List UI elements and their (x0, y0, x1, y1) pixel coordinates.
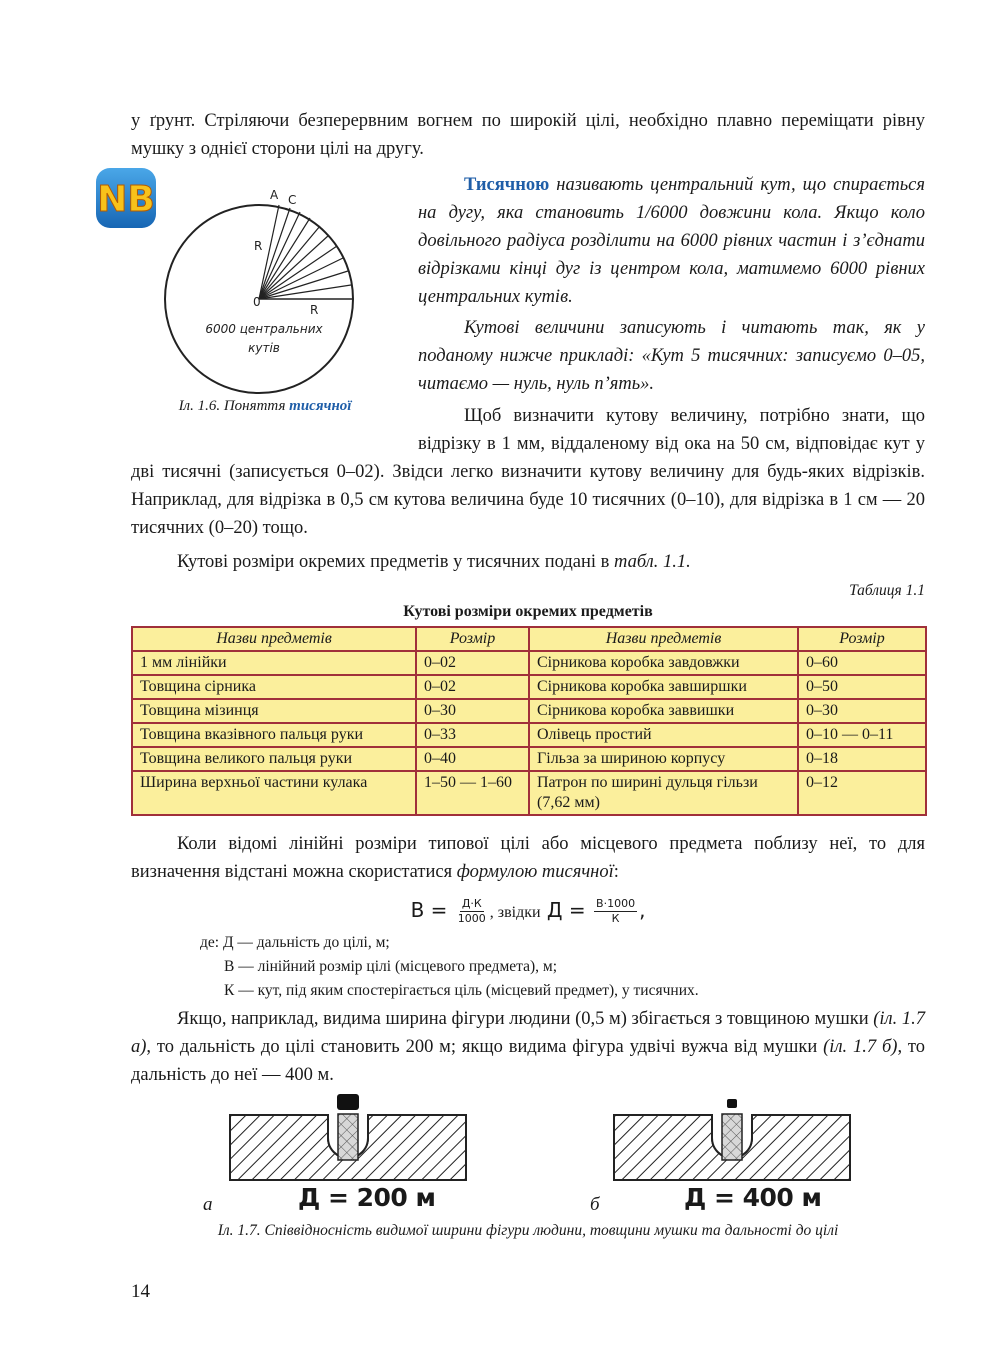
table-cell: 1–50 — 1–60 (416, 771, 529, 815)
table-label: Таблиця 1.1 (849, 582, 925, 599)
header-cell: Розмір (416, 627, 529, 651)
page-number: 14 (131, 1281, 150, 1302)
thousandth-formula: В = $\frac{Д\cdot К}{1000}$ , звідки Д = $\frac{В\cdot 1000}{К}$ , (410, 897, 646, 925)
figure-1-7-b-label: б (590, 1194, 600, 1215)
table-cell: Патрон по ширині дульця гільзи (7,62 мм) (529, 771, 798, 815)
table-cell: Товщина мізинця (132, 699, 416, 723)
table-cell: 0–33 (416, 723, 529, 747)
table-row (132, 699, 926, 723)
table-cell: 0–02 (416, 651, 529, 675)
table-cell: Товщина сірника (132, 675, 416, 699)
table-cell: 0–30 (416, 699, 529, 723)
human-figure-head-a (337, 1094, 359, 1110)
table-row (132, 651, 926, 675)
table-row (132, 771, 926, 815)
label-zero: 0 (253, 295, 261, 309)
header-cell: Розмір (798, 627, 926, 651)
table-cell: Сірникова коробка завдовжки (529, 651, 798, 675)
inner-label-line1: 6000 центральних (205, 322, 323, 336)
label-r-vertical: R (254, 239, 263, 253)
table-title: Кутові розміри окремих предметів (403, 603, 653, 620)
table-cell: Гільза за шириною корпусу (529, 747, 798, 771)
table-cell: 0–30 (798, 699, 926, 723)
table-cell: 0–50 (798, 675, 926, 699)
table-row (132, 675, 926, 699)
figure-1-6-circle (160, 186, 370, 404)
fraction-1: $\frac{Д\cdot К}{1000}$ (457, 897, 486, 925)
figure-1-7-b-distance: Д = 400 м (684, 1183, 822, 1212)
human-figure-head-b (727, 1099, 737, 1108)
formula-intro: Коли відомі лінійні розміри типової цілі або місцевого предмета поблизу неї, то для визначення відстані можна скористатися формулою тисячної: (131, 834, 925, 882)
example-paragraph: Якщо, наприклад, видима ширина фігури людини (0,5 м) збігається з товщиною мушки (іл. 1.7 а), то дальність до цілі становить 200 м; якщо видима фігура удвічі вужча від мушки (іл. 1.7 б), то дальність до неї — 400 м. (131, 1009, 926, 1085)
figure-1-7-b (612, 1090, 852, 1182)
header-cell: Назви предметів (132, 627, 416, 651)
table-cell: 0–40 (416, 747, 529, 771)
formula-def-k: К — кут, під яким спостерігається ціль (місцевий предмет), у тисячних. (224, 982, 699, 999)
fraction-2: $\frac{В\cdot 1000}{К}$ (596, 897, 636, 925)
figure-1-7-a-label: а (203, 1194, 213, 1215)
how-to-paragraph: Щоб визначити кутову величину, потрібно знати, що відрізку в 1 мм, віддаленому від ока на 50 см, відповідає кут у дві тисячні (записується 0–02). Звідси легко визначити кутову величину для будь-яких відрізків. Наприклад, для відрізка в 0,5 см кутова величина буде 10 тисячних (0–10), для відрізка в 1 см — 20 тисячних (0–20) тощо. (131, 406, 925, 538)
table-cell: Товщина великого пальця руки (132, 747, 416, 771)
top-paragraph: у ґрунт. Стріляючи безперервним вогнем по широкій цілі, необхідно плавно переміщати рівну мушку з однієї сторони цілі на другу. (131, 111, 925, 159)
inner-label-line2: кутів (248, 341, 280, 355)
publisher-logo (94, 166, 158, 230)
label-c: C (288, 193, 297, 207)
table-cell: 0–60 (798, 651, 926, 675)
figure-1-7-a-distance: Д = 200 м (298, 1183, 436, 1212)
formula-def-v: В — лінійний розмір цілі (місцевого предмета), м; (224, 958, 558, 975)
table-row (132, 747, 926, 771)
table-cell: Сірникова коробка завширшки (529, 675, 798, 699)
table-cell: Ширина верхньої частини кулака (132, 771, 416, 815)
table-intro: Кутові розміри окремих предметів у тисячних подані в табл. 1.1. (177, 552, 691, 572)
table-row (132, 723, 926, 747)
table-cell: 0–12 (798, 771, 926, 815)
figure-1-6-caption: Іл. 1.6. Поняття тисячної (178, 398, 352, 414)
label-r-horizontal: R (310, 303, 319, 317)
table-cell: Товщина вказівного пальця руки (132, 723, 416, 747)
table-1-1 (131, 626, 925, 816)
header-cell: Назви предметів (529, 627, 798, 651)
table-cell: Сірникова коробка заввишки (529, 699, 798, 723)
figure-1-7-caption: Іл. 1.7. Співвідносність видимої ширини фігури людини, товщини мушки та дальності до цілі (217, 1222, 839, 1239)
table-cell: 0–18 (798, 747, 926, 771)
label-a: A (270, 188, 279, 202)
svg-text:NB: NB (97, 179, 155, 220)
table-cell: 0–10 — 0–11 (798, 723, 926, 747)
figure-1-7-a (228, 1090, 468, 1182)
table-cell: Олівець простий (529, 723, 798, 747)
table-cell: 1 мм лінійки (132, 651, 416, 675)
angular-values-paragraph: Кутові величини записують і читають так, як у поданому нижче прикладі: «Кут 5 тисячних: записуємо 0–05, читаємо — нуль, нуль п’ять». (418, 318, 925, 394)
definition-term: Тисячною (464, 175, 550, 195)
table-header-row (132, 627, 926, 651)
definition-paragraph (418, 171, 925, 311)
table-cell: 0–02 (416, 675, 529, 699)
definition-text: називають центральний кут, що спирається на дугу, яка становить 1/6000 довжини кола. Якщо коло довільного радіуса розділити на 6000 рівних частин і з’єднати відрізками кінці дуг із центром кола, матимемо 6000 рівних центральних кутів. (418, 175, 925, 307)
formula-def-d: де: Д — дальність до цілі, м; (200, 934, 390, 951)
